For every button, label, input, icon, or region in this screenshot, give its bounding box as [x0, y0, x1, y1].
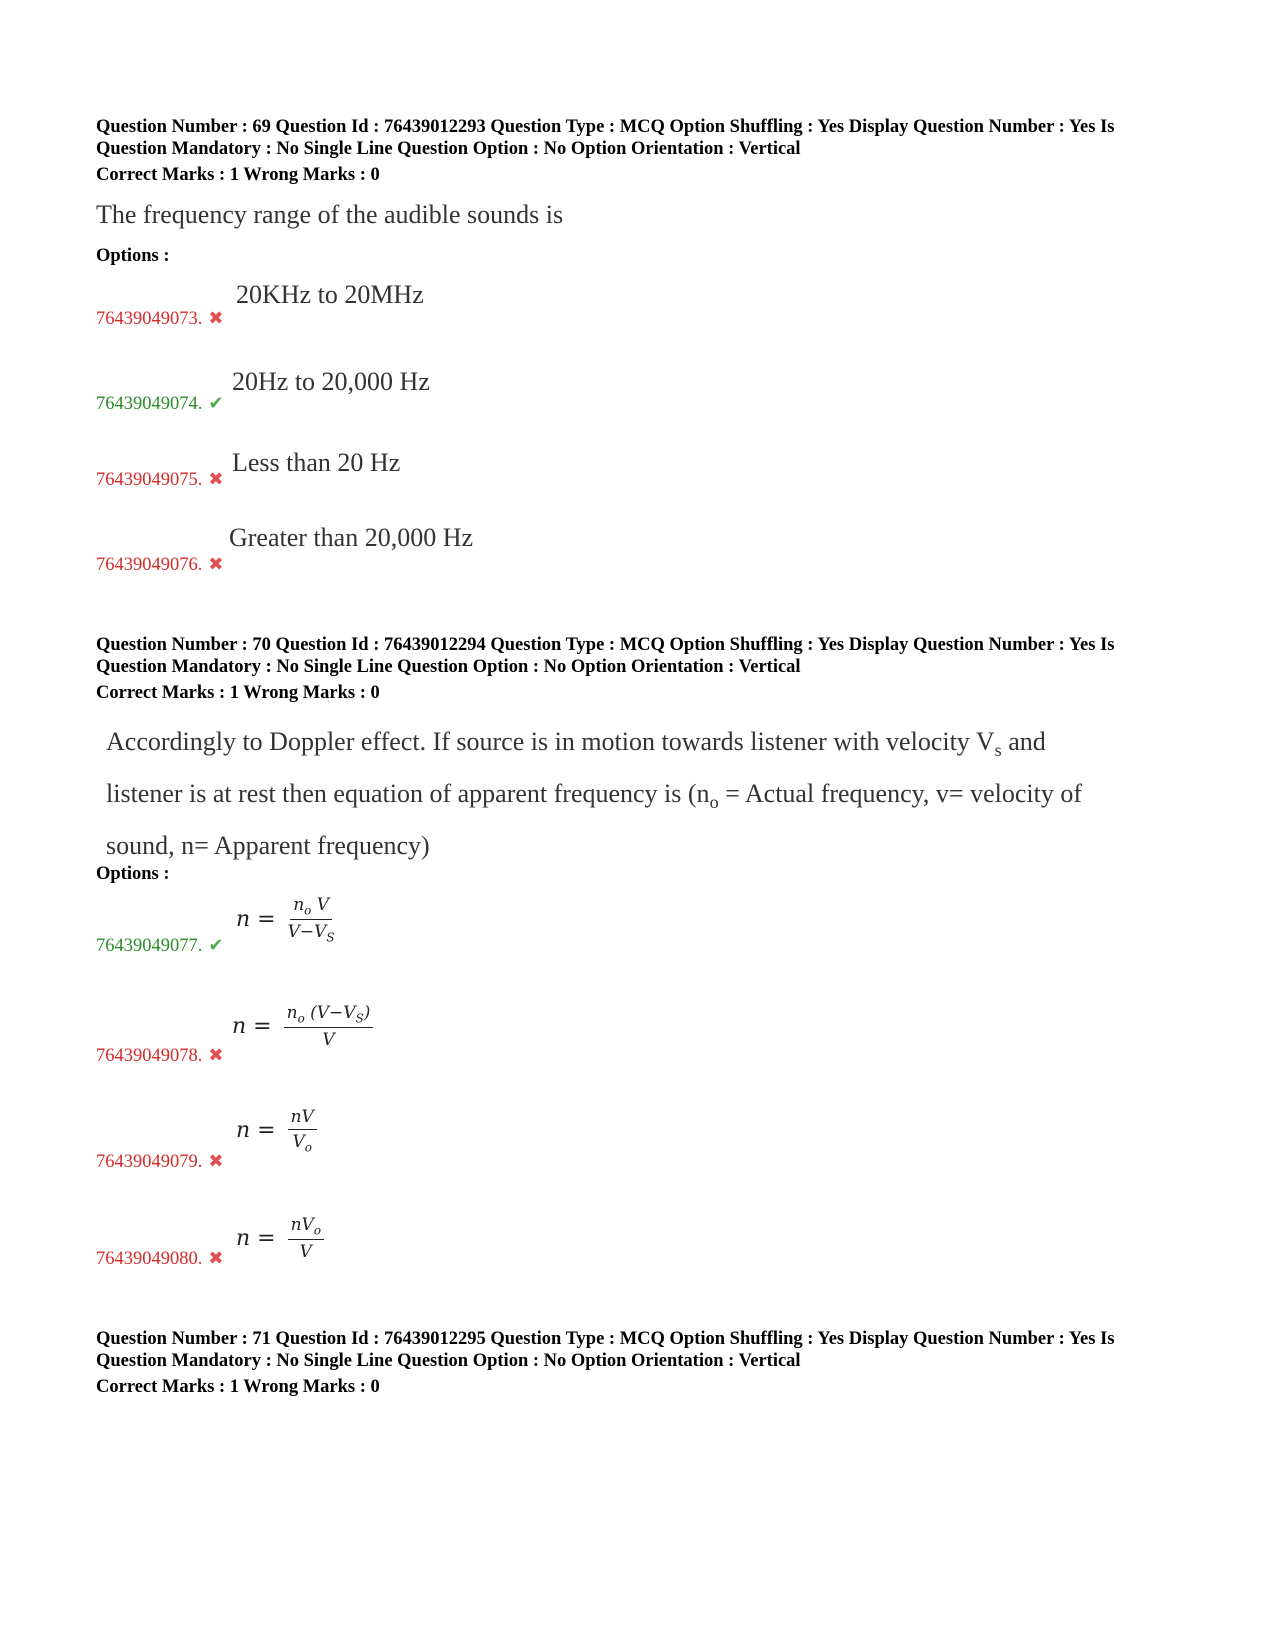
question-meta-line2: Question Mandatory : No Single Line Question Option : No Option Orientation : Vertical	[96, 657, 801, 677]
option-text: 20KHz to 20MHz	[236, 280, 424, 309]
option-id: 76439049073. ✖	[96, 308, 224, 329]
cross-icon: ✖	[208, 308, 224, 328]
question-meta-line2: Question Mandatory : No Single Line Question Option : No Option Orientation : Vertical	[96, 1351, 801, 1371]
question-70-text	[106, 720, 1106, 868]
question-70-header	[96, 634, 1196, 704]
option-formula: n = $\frac{nV}{V_o}$	[236, 1107, 317, 1154]
question-text-line1: Accordingly to Doppler effect. If source is in motion towards listener with velocity $V_s$ and	[106, 727, 1046, 761]
option-id: 76439049080. ✖	[96, 1248, 224, 1269]
question-text-line3: sound, n= Apparent frequency)	[106, 831, 430, 861]
question-marks: Correct Marks : 1 Wrong Marks : 0	[96, 683, 380, 703]
option-id: 76439049078. ✖	[96, 1045, 224, 1066]
question-meta-line1: Question Number : 70 Question Id : 76439012294 Question Type : MCQ Option Shuffling : Yes Display Question Number : Yes Is	[96, 635, 1115, 655]
question-marks: Correct Marks : 1 Wrong Marks : 0	[96, 1377, 380, 1397]
question-text-line2: listener is at rest then equation of apparent frequency is ($n_o$ = Actual frequency, v= velocity of	[106, 779, 1083, 813]
option-text: 20Hz to 20,000 Hz	[232, 367, 430, 396]
cross-icon: ✖	[208, 1151, 224, 1171]
question-69-text: The frequency range of the audible sounds is	[96, 200, 564, 229]
cross-icon: ✖	[208, 554, 224, 574]
option-id: 76439049076. ✖	[96, 554, 224, 575]
question-meta-line2: Question Mandatory : No Single Line Question Option : No Option Orientation : Vertical	[96, 139, 801, 159]
option-formula: n = $\frac{n_o V}{V-V_S}$	[236, 895, 335, 945]
check-icon: ✔	[208, 935, 224, 955]
option-text: Less than 20 Hz	[232, 448, 401, 477]
cross-icon: ✖	[208, 1045, 224, 1065]
check-icon: ✔	[208, 393, 224, 413]
cross-icon: ✖	[208, 1248, 224, 1268]
option-id: 76439049079. ✖	[96, 1151, 224, 1172]
options-label: Options :	[96, 246, 170, 266]
option-id: 76439049077. ✔	[96, 935, 224, 956]
question-71-header	[96, 1328, 1196, 1398]
question-69-header	[96, 116, 1196, 186]
cross-icon: ✖	[208, 469, 224, 489]
option-id: 76439049075. ✖	[96, 469, 224, 490]
option-id: 76439049074. ✔	[96, 393, 224, 414]
option-formula: n = $\frac{n_o (V-V_S)}{V}$	[232, 1003, 373, 1050]
options-label: Options :	[96, 864, 170, 884]
question-meta-line1: Question Number : 69 Question Id : 76439012293 Question Type : MCQ Option Shuffling : Yes Display Question Number : Yes Is	[96, 117, 1115, 137]
option-formula: n = $\frac{nV_o}{V}$	[236, 1215, 324, 1262]
question-meta-line1: Question Number : 71 Question Id : 76439012295 Question Type : MCQ Option Shuffling : Yes Display Question Number : Yes Is	[96, 1329, 1115, 1349]
question-marks: Correct Marks : 1 Wrong Marks : 0	[96, 165, 380, 185]
option-text: Greater than 20,000 Hz	[229, 523, 474, 552]
